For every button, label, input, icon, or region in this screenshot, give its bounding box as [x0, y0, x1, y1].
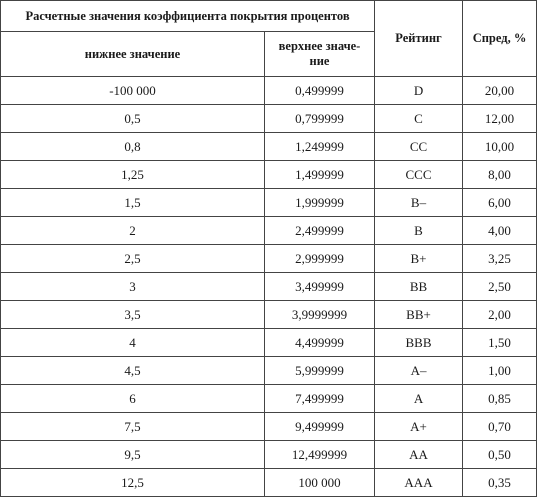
- upper-value-cell: 3,499999: [265, 273, 375, 301]
- table-row: [1, 357, 537, 385]
- spread-cell: 0,35: [463, 469, 537, 497]
- rating-cell: A: [375, 385, 463, 413]
- upper-value-cell: 5,999999: [265, 357, 375, 385]
- spread-cell: 2,50: [463, 273, 537, 301]
- rating-cell: AA: [375, 441, 463, 469]
- spread-cell: 8,00: [463, 161, 537, 189]
- table-row: [1, 385, 537, 413]
- upper-header-line-2: ние: [309, 54, 330, 68]
- lower-value-cell: 3: [1, 273, 265, 301]
- upper-value-cell: 1,999999: [265, 189, 375, 217]
- spread-cell: 4,00: [463, 217, 537, 245]
- upper-value-cell: 3,9999999: [265, 301, 375, 329]
- lower-value-cell: 0,8: [1, 133, 265, 161]
- lower-value-cell: 4,5: [1, 357, 265, 385]
- rating-cell: BBB: [375, 329, 463, 357]
- upper-header-line-1: верхнее значе-: [278, 39, 361, 53]
- table-row: [1, 301, 537, 329]
- rating-cell: A+: [375, 413, 463, 441]
- spread-cell: 1,50: [463, 329, 537, 357]
- rating-cell: A–: [375, 357, 463, 385]
- table-row: [1, 77, 537, 105]
- spread-cell: 10,00: [463, 133, 537, 161]
- rating-cell: AAA: [375, 469, 463, 497]
- spread-cell: 20,00: [463, 77, 537, 105]
- spread-cell: 0,50: [463, 441, 537, 469]
- table-row: [1, 413, 537, 441]
- rating-cell: B–: [375, 189, 463, 217]
- rating-cell: BB+: [375, 301, 463, 329]
- spread-cell: 12,00: [463, 105, 537, 133]
- spread-cell: 0,85: [463, 385, 537, 413]
- upper-value-cell: 1,249999: [265, 133, 375, 161]
- spread-cell: 1,00: [463, 357, 537, 385]
- lower-value-cell: 6: [1, 385, 265, 413]
- upper-value-cell: 7,499999: [265, 385, 375, 413]
- lower-value-cell: 3,5: [1, 301, 265, 329]
- coverage-ratio-group-header: Расчетные значения коэффициента покрытия процентов: [1, 1, 375, 32]
- lower-value-cell: 2,5: [1, 245, 265, 273]
- rating-column-header: Рейтинг: [375, 1, 463, 77]
- table-row: [1, 273, 537, 301]
- spread-cell: 3,25: [463, 245, 537, 273]
- lower-value-cell: 4: [1, 329, 265, 357]
- spread-column-header: Спред, %: [463, 1, 537, 77]
- upper-value-cell: 4,499999: [265, 329, 375, 357]
- table-row: [1, 329, 537, 357]
- table-row: [1, 469, 537, 497]
- rating-cell: C: [375, 105, 463, 133]
- rating-cell: B+: [375, 245, 463, 273]
- lower-value-cell: 2: [1, 217, 265, 245]
- lower-value-cell: 0,5: [1, 105, 265, 133]
- lower-value-cell: -100 000: [1, 77, 265, 105]
- spread-cell: 6,00: [463, 189, 537, 217]
- upper-value-column-header: [265, 32, 375, 77]
- lower-value-cell: 1,25: [1, 161, 265, 189]
- rating-cell: CC: [375, 133, 463, 161]
- table-row: [1, 441, 537, 469]
- lower-value-column-header: нижнее значение: [1, 32, 265, 77]
- table-row: [1, 245, 537, 273]
- upper-value-cell: 12,499999: [265, 441, 375, 469]
- table-row: [1, 161, 537, 189]
- rating-cell: D: [375, 77, 463, 105]
- lower-value-cell: 7,5: [1, 413, 265, 441]
- lower-value-cell: 1,5: [1, 189, 265, 217]
- table-row: [1, 189, 537, 217]
- table-row: [1, 133, 537, 161]
- table-row: [1, 105, 537, 133]
- header-row-group: [1, 1, 537, 32]
- lower-value-cell: 12,5: [1, 469, 265, 497]
- upper-value-cell: 9,499999: [265, 413, 375, 441]
- upper-value-cell: 2,999999: [265, 245, 375, 273]
- upper-value-cell: 100 000: [265, 469, 375, 497]
- spread-cell: 2,00: [463, 301, 537, 329]
- rating-cell: BB: [375, 273, 463, 301]
- table-body: [1, 1, 537, 497]
- upper-value-cell: 0,499999: [265, 77, 375, 105]
- spread-cell: 0,70: [463, 413, 537, 441]
- rating-cell: B: [375, 217, 463, 245]
- lower-value-cell: 9,5: [1, 441, 265, 469]
- upper-value-cell: 1,499999: [265, 161, 375, 189]
- upper-value-cell: 0,799999: [265, 105, 375, 133]
- rating-cell: CCC: [375, 161, 463, 189]
- table-row: [1, 217, 537, 245]
- upper-value-cell: 2,499999: [265, 217, 375, 245]
